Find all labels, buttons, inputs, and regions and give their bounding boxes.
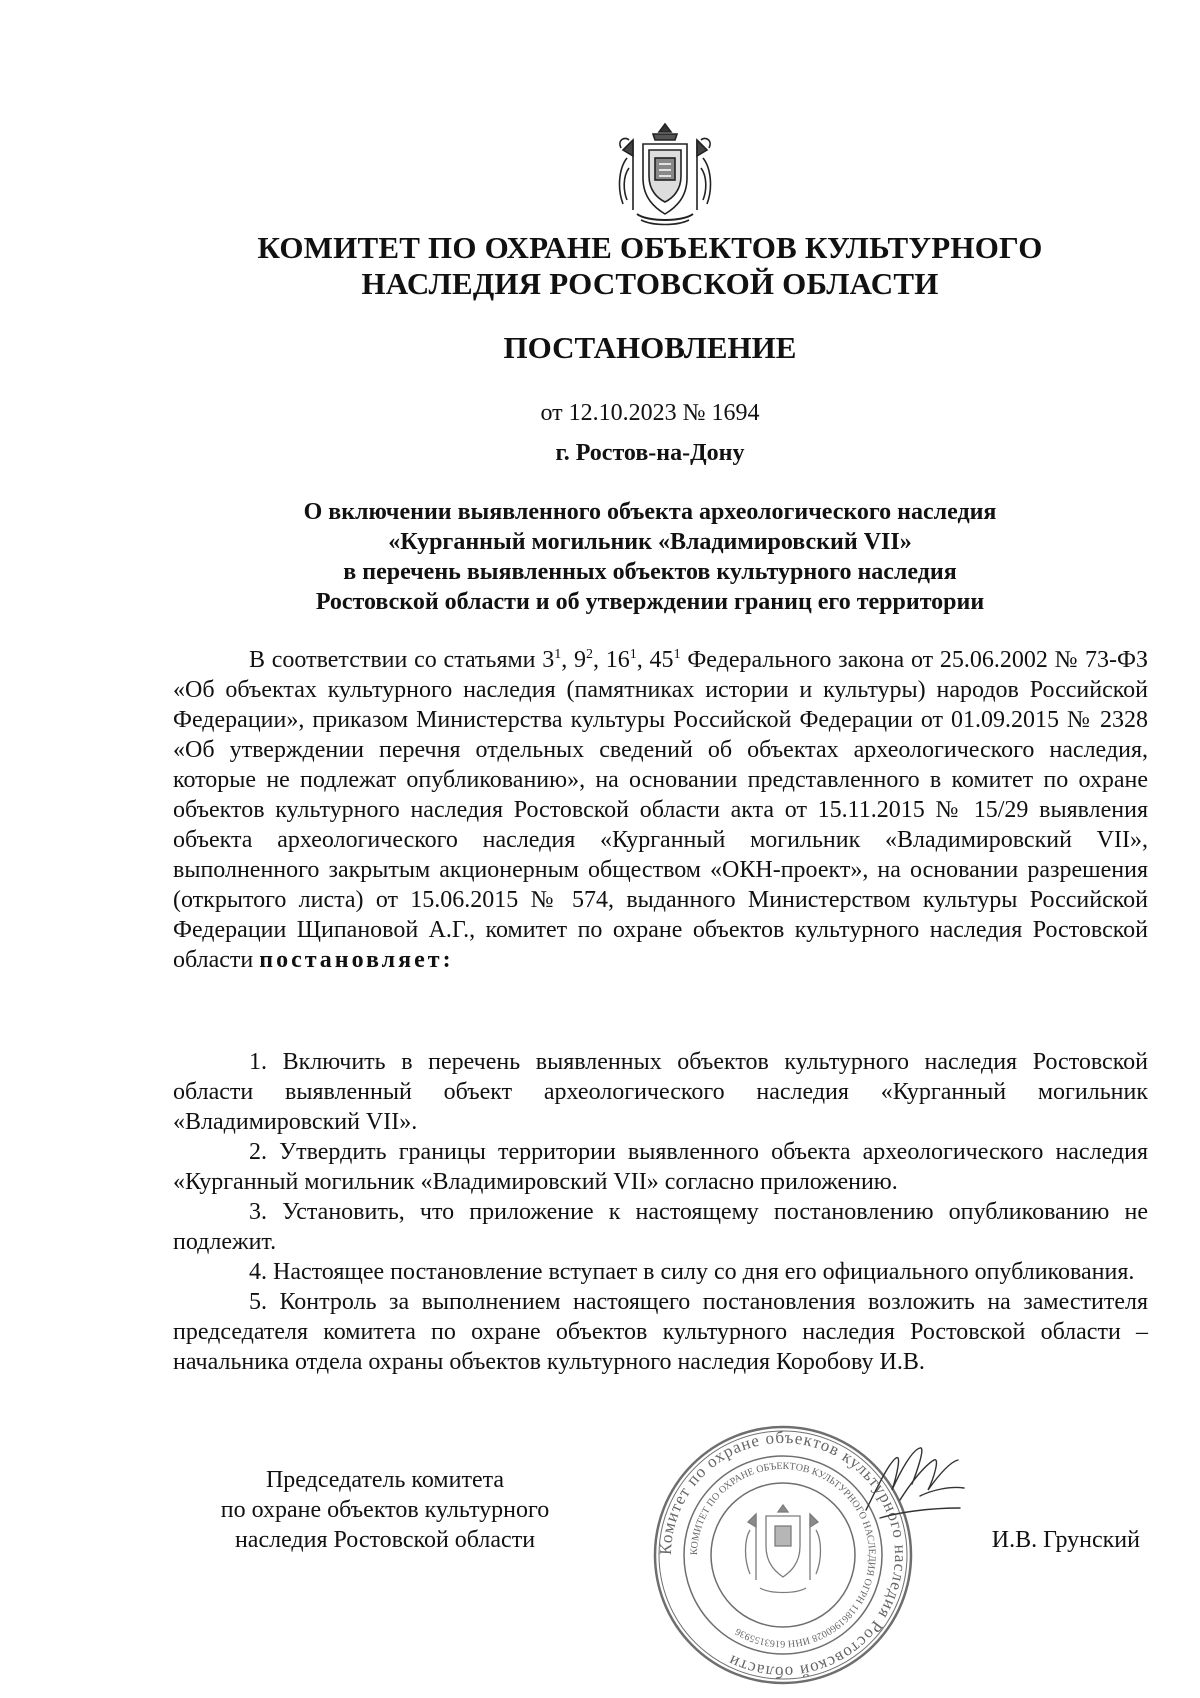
resolution-item-2: 2. Утвердить границы территории выявленного объекта археологического наследия «Курганный могильник «Владимировский VII» согласно приложению. xyxy=(173,1139,1148,1195)
preamble-text: , 9 xyxy=(561,647,587,673)
preamble-text: , 45 xyxy=(636,647,674,673)
resolution-item-4: 4. Настоящее постановление вступает в силу со дня его официального опубликования. xyxy=(249,1259,1135,1285)
position-line-1: Председатель комитета xyxy=(265,1467,505,1493)
resolution-item-3: 3. Установить, что приложение к настоящему постановлению опубликованию не подлежит. xyxy=(173,1199,1148,1255)
svg-text:КОМИТЕТ ПО ОХРАНЕ ОБЪЕКТОВ КУЛ xyxy=(689,1461,877,1649)
signatory-position xyxy=(175,1465,595,1555)
document-type: ПОСТАНОВЛЕНИЕ xyxy=(503,330,797,365)
subject-line-3: в перечень выявленных объектов культурного наследия xyxy=(343,559,957,585)
organization-title xyxy=(160,230,1140,302)
resolution-items xyxy=(173,1047,1148,1377)
article-superscript: 1 xyxy=(554,647,562,662)
preamble-text: В соответствии со статьями 3 xyxy=(249,647,555,673)
document-date-number: от 12.10.2023 № 1694 xyxy=(540,400,760,426)
resolution-item-5: 5. Контроль за выполнением настоящего постановления возложить на заместителя председателя комитета по охране объектов культурного наследия Ростовской области – начальника отдела охраны объектов культурного наследия Коробову И.В. xyxy=(173,1289,1148,1375)
position-line-3: наследия Ростовской области xyxy=(234,1527,536,1553)
subject-line-2: «Курганный могильник «Владимировский VII» xyxy=(388,529,912,555)
document-city: г. Ростов-на-Дону xyxy=(555,440,745,466)
resolution-item-1: 1. Включить в перечень выявленных объектов культурного наследия Ростовской области выявленный объект археологического наследия «Курганный могильник «Владимировский VII». xyxy=(173,1049,1148,1135)
signatory-name: И.В. Грунский xyxy=(991,1527,1140,1553)
article-superscript: 1 xyxy=(673,647,681,662)
article-superscript: 1 xyxy=(629,647,637,662)
preamble-text: Федерального закона от 25.06.2002 № 73-ФЗ «Об объектах культурного наследия (памятниках истории и культуры) народов Российской Федерации», приказом Министерства культуры Российской Федерации от 01.09.2015 № 2328 «Об утверждении перечня отдельных сведений об объектах археологического наследия, которые не подлежат опубликованию», на основании представленного в комитет по охране объектов культурного наследия Ростовской области акта от 15.11.2015 № 15/29 выявления объекта археологического наследия «Курганный могильник «Владимировский VII», выполненного закрытым акционерным обществом «ОКН-проект», на основании разрешения (открытого листа) от 15.06.2015 № 574, выданного Министерством культуры Российской Федерации Щипановой А.Г., комитет по охране объектов культурного наследия Ростовской области xyxy=(173,647,1149,973)
subject-line-1: О включении выявленного объекта археологического наследия xyxy=(303,499,997,525)
organization-title-line-2: НАСЛЕДИЯ РОСТОВСКОЙ ОБЛАСТИ xyxy=(361,266,939,301)
coat-of-arms-icon xyxy=(603,118,727,230)
document-subject xyxy=(160,497,1140,617)
seal-inner-text: КОМИТЕТ ПО ОХРАНЕ ОБЪЕКТОВ КУЛЬТУРНОГО НАСЛЕДИЯ ОГРН 11861960028 ИНН 6163155936 xyxy=(688,1460,878,1650)
seal-outer-text: Комитет по охране объектов культурного наследия Ростовской области xyxy=(655,1427,911,1683)
position-line-2: по охране объектов культурного xyxy=(220,1497,550,1523)
resolves-word: постановляет: xyxy=(259,947,454,973)
subject-line-4: Ростовской области и об утверждении границ его территории xyxy=(315,589,985,615)
preamble-paragraph xyxy=(173,645,1148,975)
article-superscript: 2 xyxy=(586,647,594,662)
organization-title-line-1: КОМИТЕТ ПО ОХРАНЕ ОБЪЕКТОВ КУЛЬТУРНОГО xyxy=(257,230,1043,265)
preamble xyxy=(173,645,1148,975)
handwritten-signature-icon xyxy=(860,1440,980,1530)
preamble-text: , 16 xyxy=(593,647,630,673)
